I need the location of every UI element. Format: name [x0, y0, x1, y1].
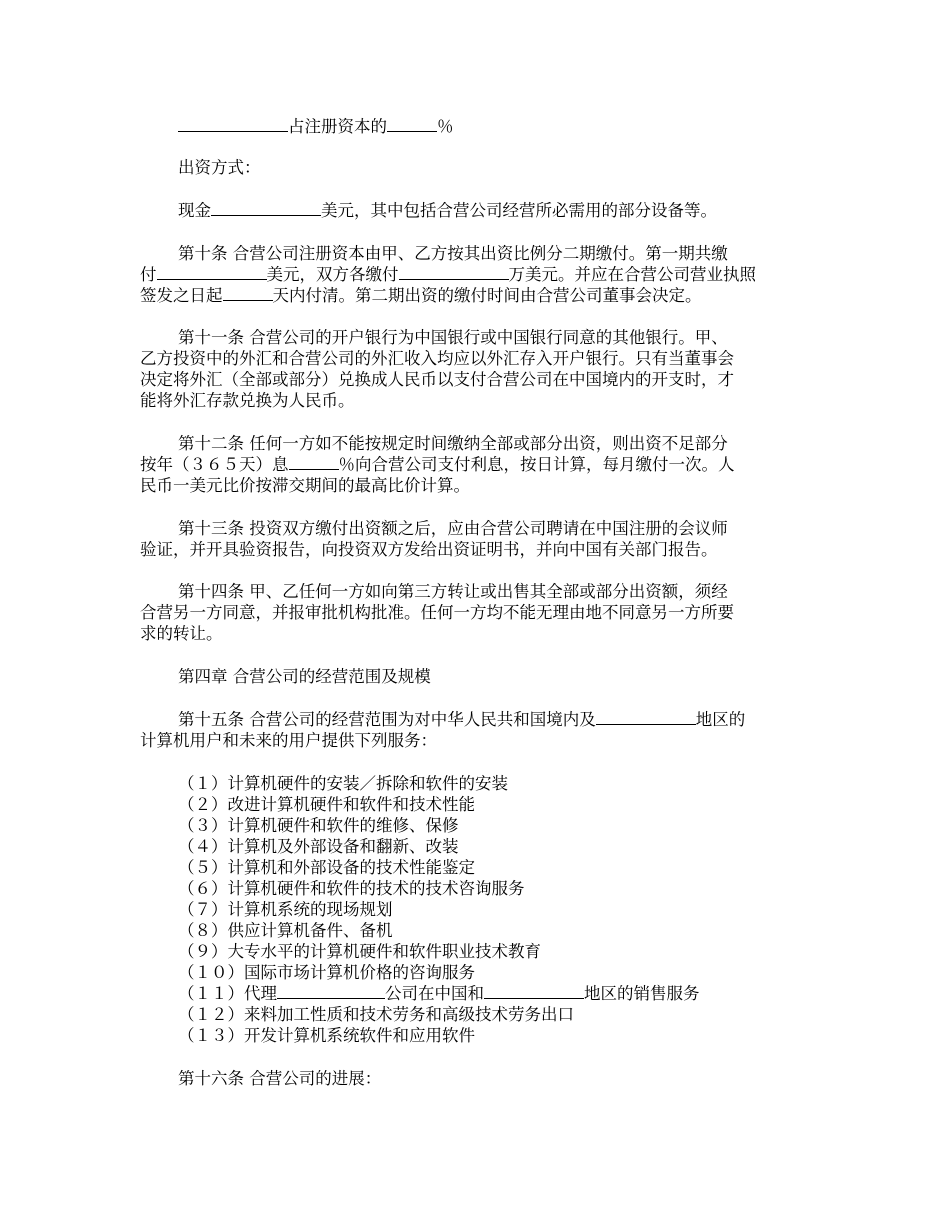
- list-item: [178, 983, 700, 1004]
- registered-capital-share-line: [178, 116, 454, 137]
- article-13-line-1: [178, 518, 728, 539]
- text: 第十五条 合营公司的经营范围为对中华人民共和国境内及: [178, 710, 596, 729]
- article-15-line-2: [140, 730, 437, 751]
- article-12-line-3: [140, 475, 470, 496]
- article-12-line-2: [140, 454, 735, 475]
- text: 民币一美元比价按滞交期间的最高比价计算。: [140, 476, 470, 495]
- article-10-line-3: [140, 285, 702, 306]
- text: 第十四条 甲、乙任何一方如向第三方转让或出售其全部或部分出资额，须经: [178, 582, 728, 601]
- text: 美元，双方各缴付: [266, 265, 399, 284]
- text: 按年（３６５天）息: [140, 455, 289, 474]
- list-item: [178, 773, 508, 794]
- text: （４）计算机及外部设备和翻新、改装: [178, 837, 459, 856]
- list-item: [178, 962, 475, 983]
- text: ％: [437, 117, 454, 136]
- blank-field[interactable]: [387, 116, 437, 132]
- blank-field[interactable]: [596, 709, 696, 725]
- text: 公司在中国和: [385, 984, 484, 1003]
- list-item: [178, 794, 475, 815]
- article-15-line-1: [178, 709, 745, 730]
- list-item: [178, 899, 393, 920]
- text: 第十条 合营公司注册资本由甲、乙方按其出资比例分二期缴付。第一期共缴: [178, 244, 728, 263]
- article-11-line-3: [140, 369, 734, 390]
- text: 出资方式：: [178, 158, 261, 177]
- text: 占注册资本的: [288, 117, 387, 136]
- text: （１３）开发计算机系统软件和应用软件: [178, 1026, 475, 1045]
- text: 求的转让。: [140, 624, 223, 643]
- text: 乙方投资中的外汇和合营公司的外汇收入均应以外汇存入开户银行。只有当董事会: [140, 349, 734, 368]
- list-item: [178, 1025, 475, 1046]
- text: ％向合营公司支付利息，按日计算，每月缴付一次。人: [338, 455, 735, 474]
- text: 能将外汇存款兑换为人民币。: [140, 391, 355, 410]
- contribution-method-heading: [178, 157, 261, 178]
- text: 地区的: [695, 710, 746, 729]
- list-item: [178, 857, 475, 878]
- text: 计算机用户和未来的用户提供下列服务：: [140, 731, 437, 750]
- text: 决定将外汇（全部或部分）兑换成人民币以支付合营公司在中国境内的开支时，才: [140, 370, 734, 389]
- article-10-line-2: [140, 264, 756, 285]
- blank-field[interactable]: [289, 454, 339, 470]
- text: 第四章 合营公司的经营范围及规模: [178, 667, 431, 686]
- text: （７）计算机系统的现场规划: [178, 900, 393, 919]
- blank-field[interactable]: [399, 264, 509, 280]
- text: （１２）来料加工性质和技术劳务和高级技术劳务出口: [178, 1005, 574, 1024]
- article-11-line-4: [140, 390, 355, 411]
- blank-field[interactable]: [211, 200, 321, 216]
- blank-field[interactable]: [277, 983, 385, 999]
- text: 第十六条 合营公司的进展：: [178, 1069, 382, 1088]
- text: （９）大专水平的计算机硬件和软件职业技术教育: [178, 942, 541, 961]
- text: （６）计算机硬件和软件的技术的技术咨询服务: [178, 879, 525, 898]
- article-13-line-2: [140, 539, 718, 560]
- text: 地区的销售服务: [584, 984, 700, 1003]
- list-item: [178, 836, 459, 857]
- list-item: [178, 941, 541, 962]
- text: 第十一条 合营公司的开户银行为中国银行或中国银行同意的其他银行。甲、: [178, 328, 728, 347]
- text: （５）计算机和外部设备的技术性能鉴定: [178, 858, 475, 877]
- text: （２）改进计算机硬件和软件和技术性能: [178, 795, 475, 814]
- article-14-line-2: [140, 602, 734, 623]
- text: （８）供应计算机备件、备机: [178, 921, 393, 940]
- text: 万美元。并应在合营公司营业执照: [508, 265, 756, 284]
- text: （１１）代理: [178, 984, 277, 1003]
- text: 签发之日起: [140, 286, 223, 305]
- list-item: [178, 920, 393, 941]
- text: 付: [140, 265, 157, 284]
- list-item: [178, 1004, 574, 1025]
- text: 合营另一方同意，并报审批机构批准。任何一方均不能无理由地不同意另一方所要: [140, 603, 734, 622]
- article-10-line-1: [178, 243, 728, 264]
- article-14-line-1: [178, 581, 728, 602]
- text: 第十三条 投资双方缴付出资额之后，应由合营公司聘请在中国注册的会议师: [178, 519, 728, 538]
- blank-field[interactable]: [223, 285, 273, 301]
- text: （３）计算机硬件和软件的维修、保修: [178, 816, 459, 835]
- article-16: [178, 1068, 381, 1089]
- text: （１）计算机硬件的安装／拆除和软件的安装: [178, 774, 508, 793]
- chapter-4-heading: [178, 666, 431, 687]
- text: （１０）国际市场计算机价格的咨询服务: [178, 963, 475, 982]
- article-14-line-3: [140, 623, 223, 644]
- article-11-line-2: [140, 348, 734, 369]
- cash-contribution-line: [178, 200, 717, 221]
- blank-field[interactable]: [178, 116, 288, 132]
- list-item: [178, 878, 525, 899]
- text: 第十二条 任何一方如不能按规定时间缴纳全部或部分出资，则出资不足部分: [178, 434, 728, 453]
- list-item: [178, 815, 459, 836]
- blank-field[interactable]: [484, 983, 584, 999]
- article-12-line-1: [178, 433, 728, 454]
- article-11-line-1: [178, 327, 728, 348]
- text: 天内付清。第二期出资的缴付时间由合营公司董事会决定。: [272, 286, 702, 305]
- text: 验证，并开具验资报告，向投资双方发给出资证明书，并向中国有关部门报告。: [140, 540, 718, 559]
- blank-field[interactable]: [157, 264, 267, 280]
- text: 现金: [178, 201, 211, 220]
- text: 美元，其中包括合营公司经营所必需用的部分设备等。: [321, 201, 717, 220]
